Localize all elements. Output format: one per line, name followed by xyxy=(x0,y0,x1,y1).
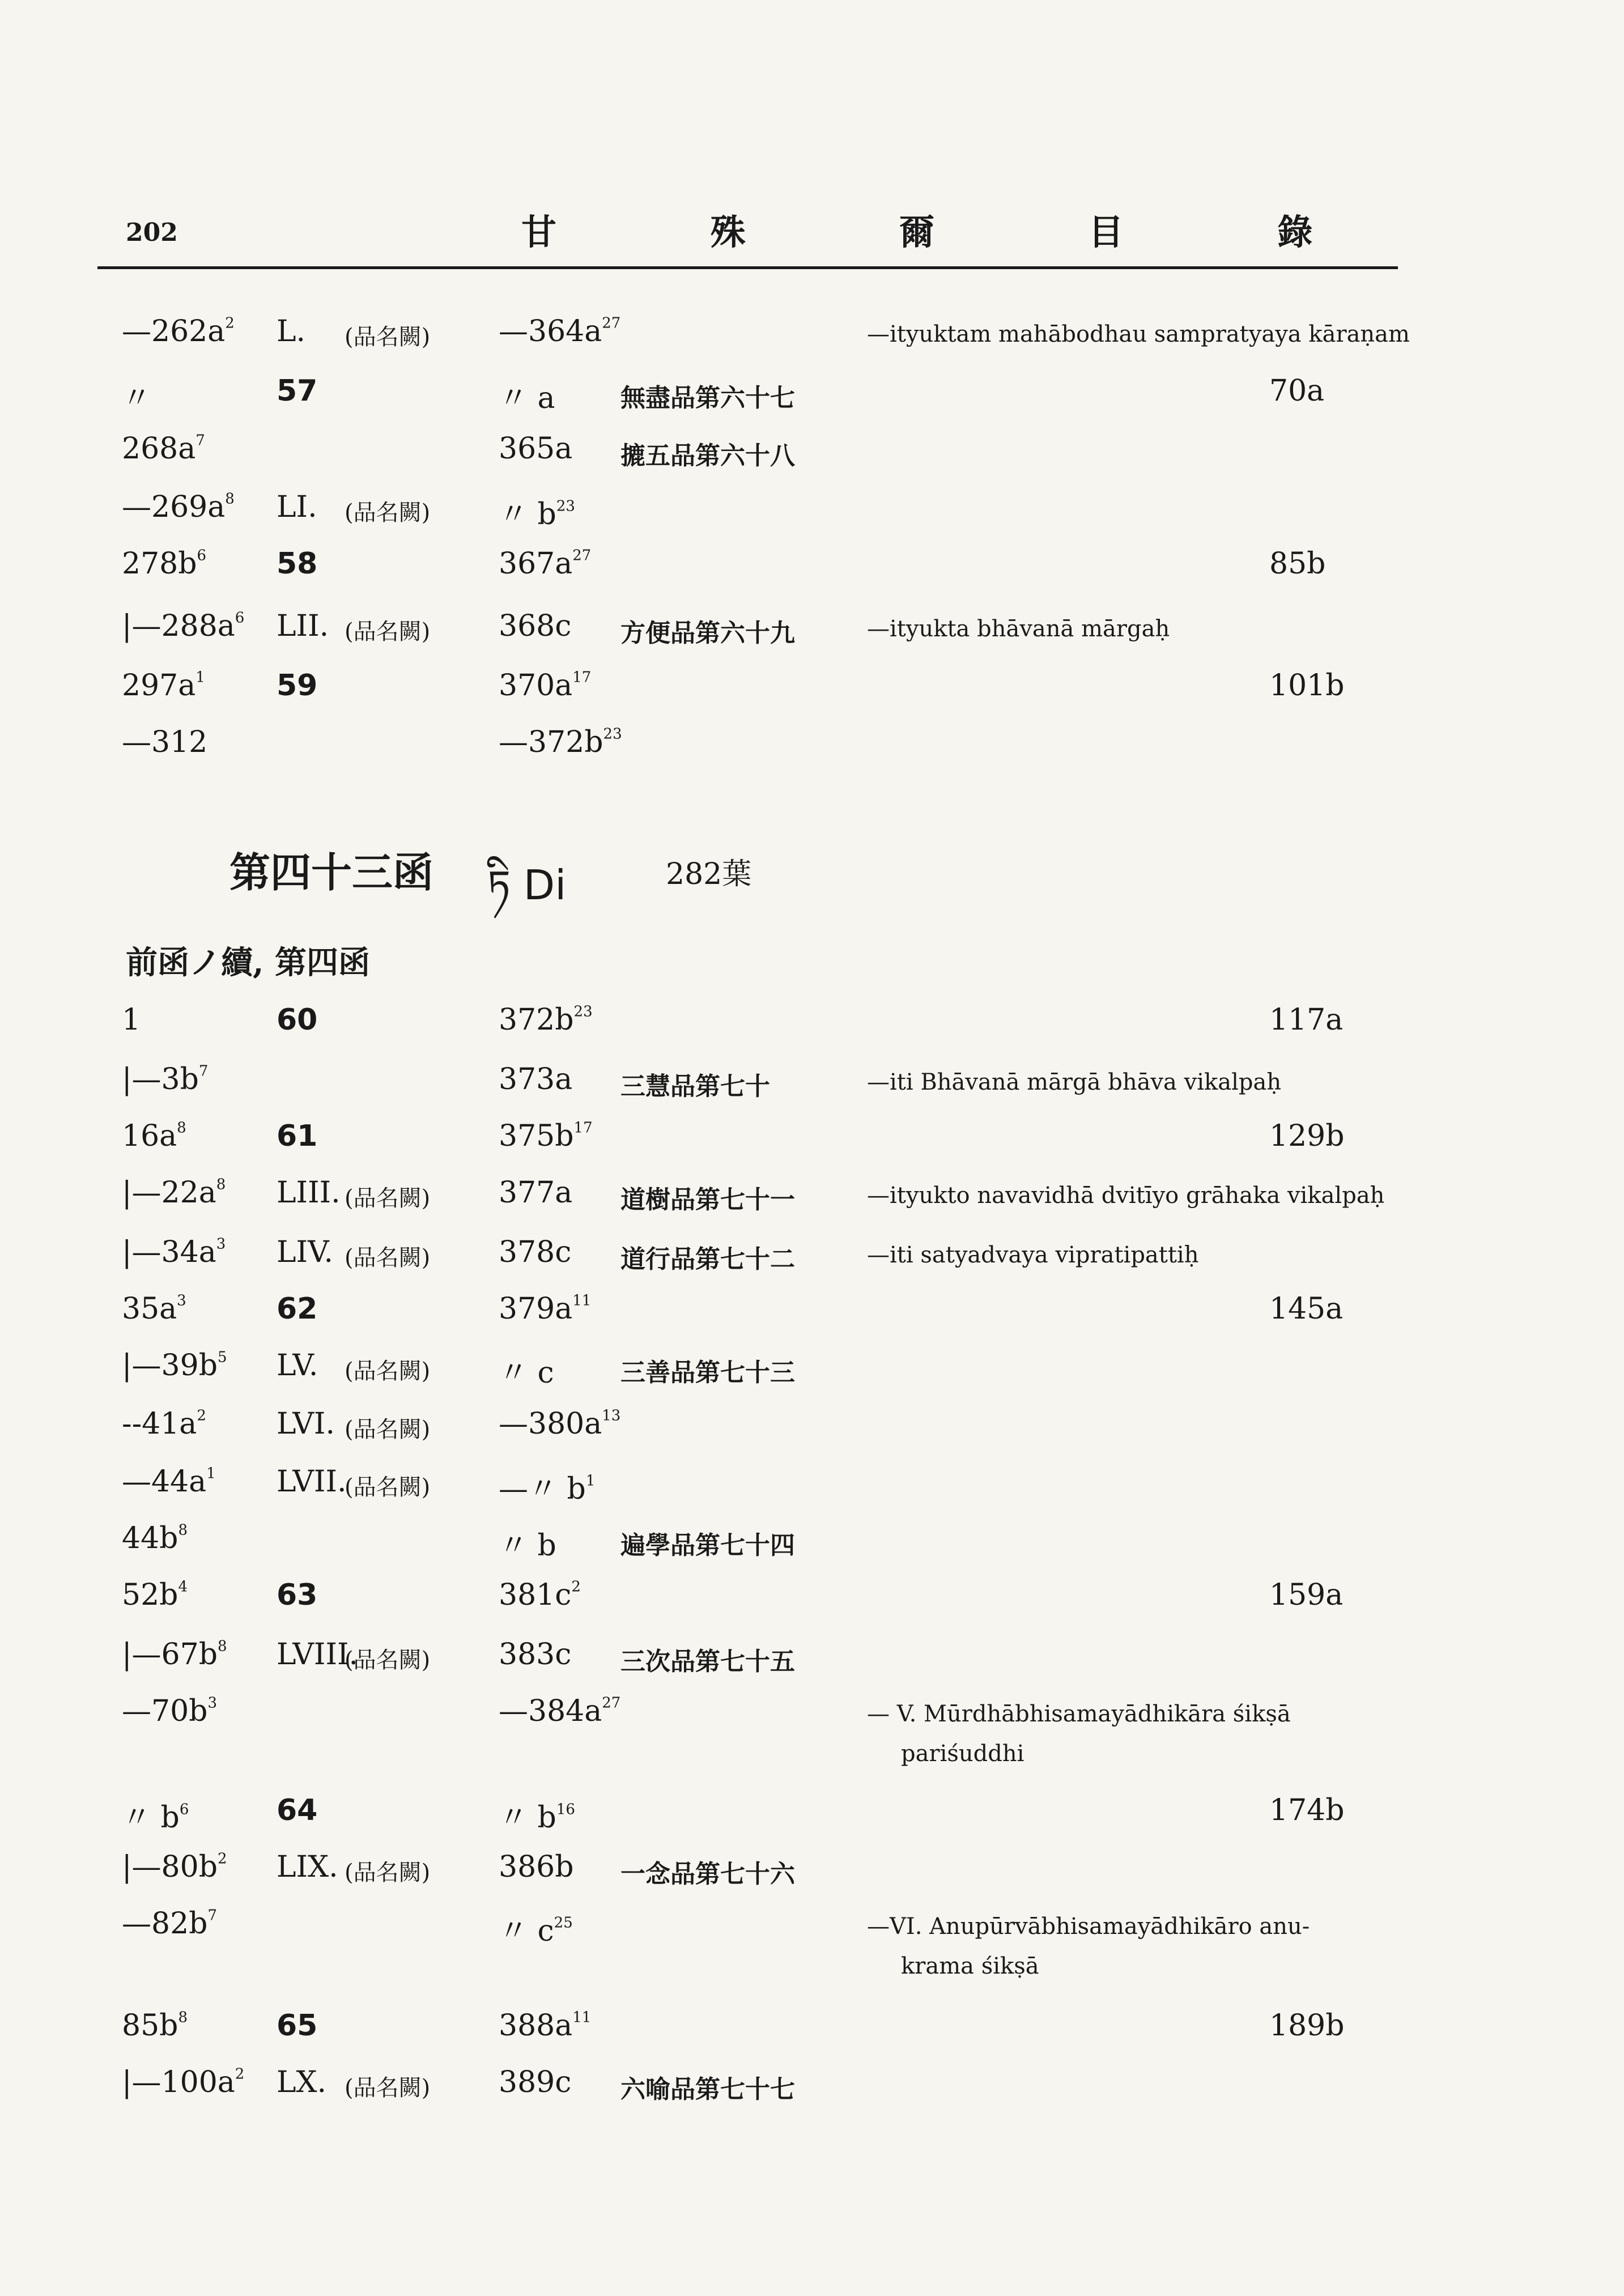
sanskrit-colophon: —ityuktam mahābodhau sampratyaya kāraṇam xyxy=(867,321,1410,347)
folio-cell: $|—39b^5$ xyxy=(122,1349,227,1383)
folio-cell: —312 xyxy=(122,725,208,759)
folio-ref: 101b xyxy=(1269,669,1345,703)
folio-cell: $|—100a^2$ xyxy=(122,2065,245,2099)
chinese-chapter: 摝五品第六十八 xyxy=(620,441,795,470)
folio-cell: $278b^6$ xyxy=(122,547,207,581)
folio-ref: 70a xyxy=(1269,374,1325,408)
folio-cell: $—44a^1$ xyxy=(122,1465,216,1499)
chapter-roman: LVII. xyxy=(277,1465,347,1499)
taisho-ref: 368c xyxy=(499,609,572,643)
sanskrit-colophon: — V. Mūrdhābhisamayādhikāra śikṣā xyxy=(867,1701,1291,1727)
chapter-number: 60 xyxy=(277,1003,318,1037)
folio-cell: $—262a^2$ xyxy=(122,314,235,348)
sanskrit-colophon-cont: pariśuddhi xyxy=(901,1741,1024,1767)
tibetan-letter: ཏི xyxy=(487,861,511,909)
chapter-roman: L. xyxy=(277,314,306,348)
folio-cell: $|—67b^8$ xyxy=(122,1638,227,1672)
folio-cell: $—82b^7$ xyxy=(122,1907,218,1941)
taisho-ref: 377a xyxy=(499,1176,573,1210)
chinese-chapter: 道行品第七十二 xyxy=(620,1245,795,1274)
taisho-ref: $—380a^{13}$ xyxy=(499,1407,621,1441)
chapter-note: (品名闕) xyxy=(345,1647,431,1673)
folio-cell: $297a^1$ xyxy=(122,669,205,703)
taisho-ref: $375b^{17}$ xyxy=(499,1119,593,1153)
section-subheading: 前函ノ續, 第四函 xyxy=(126,944,370,981)
taisho-ref: $379a^{11}$ xyxy=(499,1292,592,1326)
folio-cell: $16a^8$ xyxy=(122,1119,186,1153)
taisho-ref: $370a^{17}$ xyxy=(499,669,592,703)
chapter-note: (品名闕) xyxy=(345,619,431,645)
chapter-number: 64 xyxy=(277,1793,318,1827)
folio-cell: $|—22a^8$ xyxy=(122,1176,226,1210)
chapter-roman: LVIII. xyxy=(277,1638,359,1672)
taisho-ref: 〃 a xyxy=(499,381,555,415)
chinese-chapter: 三善品第七十三 xyxy=(620,1358,795,1387)
taisho-ref: —〃 $b^1$ xyxy=(499,1472,596,1506)
chapter-number: 58 xyxy=(277,547,318,581)
folio-cell: $|—80b^2$ xyxy=(122,1850,227,1884)
folio-cell: $|—288a^6$ xyxy=(122,609,245,643)
taisho-ref: 373a xyxy=(499,1062,573,1096)
chapter-note: (品名闕) xyxy=(345,1474,431,1500)
folio-ref: 129b xyxy=(1269,1119,1345,1153)
chapter-number: 57 xyxy=(277,374,318,408)
folio-ref: 174b xyxy=(1269,1793,1345,1827)
chapter-number: 59 xyxy=(277,669,318,703)
sanskrit-colophon: —iti Bhāvanā mārgā bhāva vikalpaḥ xyxy=(867,1069,1282,1095)
folio-cell: $44b^8$ xyxy=(122,1521,188,1555)
section-heading: 第四十三函 xyxy=(229,848,434,896)
folio-cell: $52b^4$ xyxy=(122,1578,188,1612)
taisho-ref: 386b xyxy=(499,1850,574,1884)
taisho-ref: $388a^{11}$ xyxy=(499,2009,592,2043)
folio-ref: 117a xyxy=(1269,1003,1344,1037)
chapter-note: (品名闕) xyxy=(345,324,431,350)
taisho-ref: $—372b^{23}$ xyxy=(499,725,622,759)
chapter-number: 63 xyxy=(277,1578,318,1612)
folio-cell: $85b^8$ xyxy=(122,2009,188,2043)
taisho-ref: 〃 c xyxy=(499,1356,554,1390)
chapter-note: (品名闕) xyxy=(345,2075,431,2101)
chapter-number: 61 xyxy=(277,1119,318,1153)
chapter-roman: LI. xyxy=(277,490,317,524)
folio-cell: 1 xyxy=(122,1003,141,1037)
folio-cell: $—269a^8$ xyxy=(122,490,235,524)
folio-ref: 189b xyxy=(1269,2009,1345,2043)
chinese-chapter: 三次品第七十五 xyxy=(620,1647,795,1676)
chapter-number: 62 xyxy=(277,1292,318,1326)
chapter-roman: LII. xyxy=(277,609,329,643)
folio-ref: 145a xyxy=(1269,1292,1344,1326)
chapter-note: (品名闕) xyxy=(345,1185,431,1211)
header-rule xyxy=(97,266,1398,269)
chinese-chapter: 遍學品第七十四 xyxy=(620,1531,795,1560)
taisho-ref: $—364a^{27}$ xyxy=(499,314,621,348)
sanskrit-colophon-cont: krama śikṣā xyxy=(901,1953,1039,1979)
taisho-ref: 383c xyxy=(499,1638,572,1672)
chapter-note: (品名闕) xyxy=(345,1358,431,1384)
chinese-chapter: 無盡品第六十七 xyxy=(620,384,795,413)
section-folio-count: 282葉 xyxy=(666,857,752,891)
chapter-roman: LIV. xyxy=(277,1235,334,1269)
chapter-note: (品名闕) xyxy=(345,1245,431,1271)
chinese-chapter: 三慧品第七十 xyxy=(620,1072,770,1101)
sanskrit-colophon: —iti satyadvaya vipratipattiḥ xyxy=(867,1242,1199,1268)
chapter-note: (品名闕) xyxy=(345,1860,431,1886)
folio-cell: $—70b^3$ xyxy=(122,1694,218,1728)
taisho-ref: 378c xyxy=(499,1235,572,1269)
chapter-roman: LVI. xyxy=(277,1407,335,1441)
taisho-ref: $—384a^{27}$ xyxy=(499,1694,621,1728)
section-volume-label xyxy=(487,840,566,955)
page-number: 202 xyxy=(126,218,178,247)
folio-cell: $|—3b^7$ xyxy=(122,1062,209,1096)
folio-cell: $268a^7$ xyxy=(122,432,205,466)
sanskrit-colophon: —VI. Anupūrvābhisamayādhikāro anu- xyxy=(867,1914,1310,1940)
folio-cell: 〃 $b^6$ xyxy=(122,1801,189,1835)
chapter-roman: LV. xyxy=(277,1349,318,1383)
chinese-chapter: 方便品第六十九 xyxy=(620,619,795,648)
chinese-chapter: 六喻品第七十七 xyxy=(620,2075,795,2104)
chapter-note: (品名闕) xyxy=(345,1417,431,1443)
chinese-chapter: 道樹品第七十一 xyxy=(620,1185,795,1214)
chapter-number: 65 xyxy=(277,2009,318,2043)
taisho-ref: $367a^{27}$ xyxy=(499,547,592,581)
folio-ref: 159a xyxy=(1269,1578,1344,1612)
folio-ref: 85b xyxy=(1269,547,1326,581)
taisho-ref: 〃 $b^{16}$ xyxy=(499,1801,575,1835)
taisho-ref: 365a xyxy=(499,432,573,466)
folio-cell: $|—34a^3$ xyxy=(122,1235,226,1269)
sanskrit-colophon: —ityukta bhāvanā mārgaḥ xyxy=(867,616,1170,642)
chinese-chapter: 一念品第七十六 xyxy=(620,1860,795,1889)
taisho-ref: 〃 b xyxy=(499,1529,556,1563)
chapter-roman: LIII. xyxy=(277,1176,341,1210)
taisho-ref: $381c^2$ xyxy=(499,1578,581,1612)
taisho-ref: $372b^{23}$ xyxy=(499,1003,593,1037)
section-latin: Di xyxy=(523,861,567,909)
chapter-roman: LX. xyxy=(277,2065,327,2099)
taisho-ref: 〃 $c^{25}$ xyxy=(499,1914,573,1948)
folio-cell: 〃 xyxy=(122,381,152,415)
chapter-roman: LIX. xyxy=(277,1850,338,1884)
page-title: 甘 殊 爾 目 錄 xyxy=(521,211,1384,253)
chapter-note: (品名闕) xyxy=(345,500,431,526)
sanskrit-colophon: —ityukto navavidhā dvitīyo grāhaka vikalpaḥ xyxy=(867,1183,1385,1209)
folio-cell: $--41a^2$ xyxy=(122,1407,206,1441)
folio-cell: $35a^3$ xyxy=(122,1292,186,1326)
taisho-ref: 389c xyxy=(499,2065,572,2099)
taisho-ref: 〃 $b^{23}$ xyxy=(499,498,575,532)
